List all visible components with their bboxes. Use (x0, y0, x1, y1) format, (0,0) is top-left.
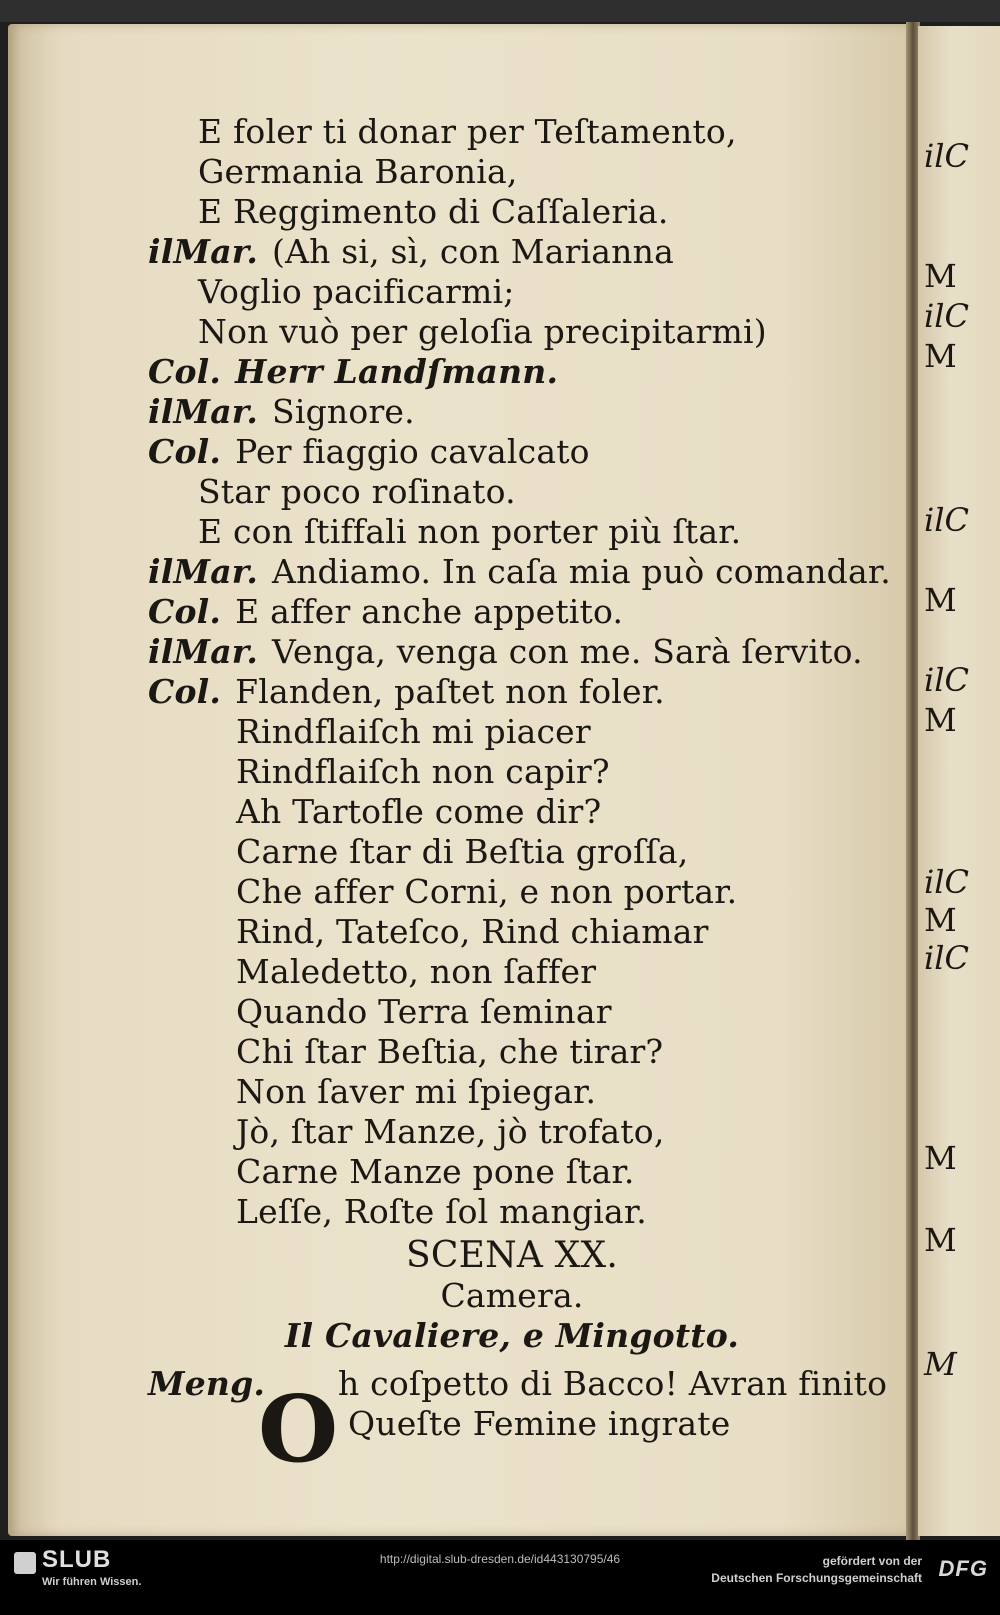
dialogue-line: ilMar. Venga, venga con me. Sarà ſervito. (148, 632, 863, 671)
slub-tagline: Wir führen Wissen. (42, 1576, 142, 1588)
margin-fragment: M (924, 257, 957, 295)
dialogue-line: Col. E affer anche appetito. (148, 592, 624, 631)
margin-fragment: ilC (924, 939, 969, 977)
dialogue-line: ilMar. Signore. (148, 392, 415, 431)
speaker-label: Col. (148, 592, 222, 631)
verse-line: Voglio pacificarmi; (198, 272, 515, 311)
top-border (0, 0, 1000, 22)
verse-line: Che affer Corni, e non portar. (236, 872, 738, 911)
verse-line: Star poco roſinato. (198, 472, 516, 511)
slub-logo-text[interactable]: SLUB (42, 1546, 112, 1573)
margin-fragment: M (924, 1221, 957, 1259)
verse-line: Leſſe, Roſte ſol mangiar. (236, 1192, 647, 1231)
speaker-label: Col. (148, 672, 222, 711)
viewer-footer (0, 1540, 1000, 1615)
verse-line: Non ſaver mi ſpiegar. (236, 1072, 597, 1111)
margin-fragment: ilC (924, 297, 969, 335)
verse-line: Maledetto, non ſaffer (236, 952, 597, 991)
funding-text: gefördert von der (822, 1554, 922, 1568)
verse-line: E foler ti donar per Teſtamento, (198, 112, 737, 151)
scene-characters: Il Cavaliere, e Mingotto. (284, 1316, 740, 1355)
dialogue-line: Col. Per fiaggio cavalcato (148, 432, 590, 471)
margin-fragment: M (924, 337, 957, 375)
verse-line: h coſpetto di Bacco! Avran finito (338, 1364, 888, 1403)
speaker-label: Meng. (148, 1364, 266, 1403)
margin-fragment: M (924, 581, 957, 619)
verse-line: Ah Tartofle come dir? (236, 792, 602, 831)
verse-line: Carne Manze pone ſtar. (236, 1152, 635, 1191)
verse-line: Rind, Tateſco, Rind chiamar (236, 912, 709, 951)
speaker-label: ilMar. (148, 552, 259, 591)
verse-line: Germania Baronia, (198, 152, 518, 191)
margin-fragment: ilC (924, 501, 969, 539)
dialogue-line: ilMar. Andiamo. In caſa mia può comandar. (148, 552, 891, 591)
speaker-label: Col. (148, 352, 222, 391)
dialogue-line: Col. Herr Landſmann. (148, 352, 559, 391)
dfg-logo[interactable]: DFG (938, 1556, 988, 1581)
margin-fragment: ilC (924, 661, 969, 699)
verse-line: Quando Terra ſeminar (236, 992, 612, 1031)
scanned-page-image (0, 22, 1000, 1540)
scene-place: Camera. (440, 1276, 584, 1315)
speaker-label: ilMar. (148, 632, 259, 671)
speaker-label: ilMar. (148, 232, 259, 271)
verse-line: Rindflaiſch non capir? (236, 752, 610, 791)
verse-line: Jò, ſtar Manze, jò trofato, (236, 1112, 665, 1151)
text-block (8, 24, 916, 1536)
verse-line: E con ſtiffali non porter più ſtar. (198, 512, 742, 551)
verse-line: E Reggimento di Caſſaleria. (198, 192, 669, 231)
verse-line: Non vuò per geloſia precipitarmi) (198, 312, 767, 351)
dialogue-line: Col. Flanden, paſtet non foler. (148, 672, 665, 711)
margin-fragment: ilC (924, 863, 969, 901)
margin-fragment: M (924, 1139, 957, 1177)
dialogue-line: ilMar. (Ah si, sì, con Marianna (148, 232, 674, 271)
funding-text: Deutschen Forschungsgemeinschaft (711, 1571, 922, 1585)
margin-fragment: M (924, 1345, 957, 1383)
verse-line: Carne ſtar di Beſtia groſſa, (236, 832, 689, 871)
scene-heading: SCENA XX. (406, 1235, 618, 1276)
right-page-edge (918, 26, 1000, 1536)
margin-fragment: M (924, 901, 957, 939)
permalink-url[interactable]: http://digital.slub-dresden.de/id443130795/46 (379, 1552, 621, 1566)
speaker-label: ilMar. (148, 392, 259, 431)
verse-line: Chi ſtar Beſtia, che tirar? (236, 1032, 664, 1071)
drop-cap: O (258, 1375, 339, 1483)
margin-fragment: M (924, 701, 957, 739)
margin-fragment: ilC (924, 137, 969, 175)
verse-line: Queſte Femine ingrate (348, 1404, 731, 1443)
verse-line: Rindflaiſch mi piacer (236, 712, 591, 751)
speaker-label: Col. (148, 432, 222, 471)
left-page (8, 24, 916, 1536)
